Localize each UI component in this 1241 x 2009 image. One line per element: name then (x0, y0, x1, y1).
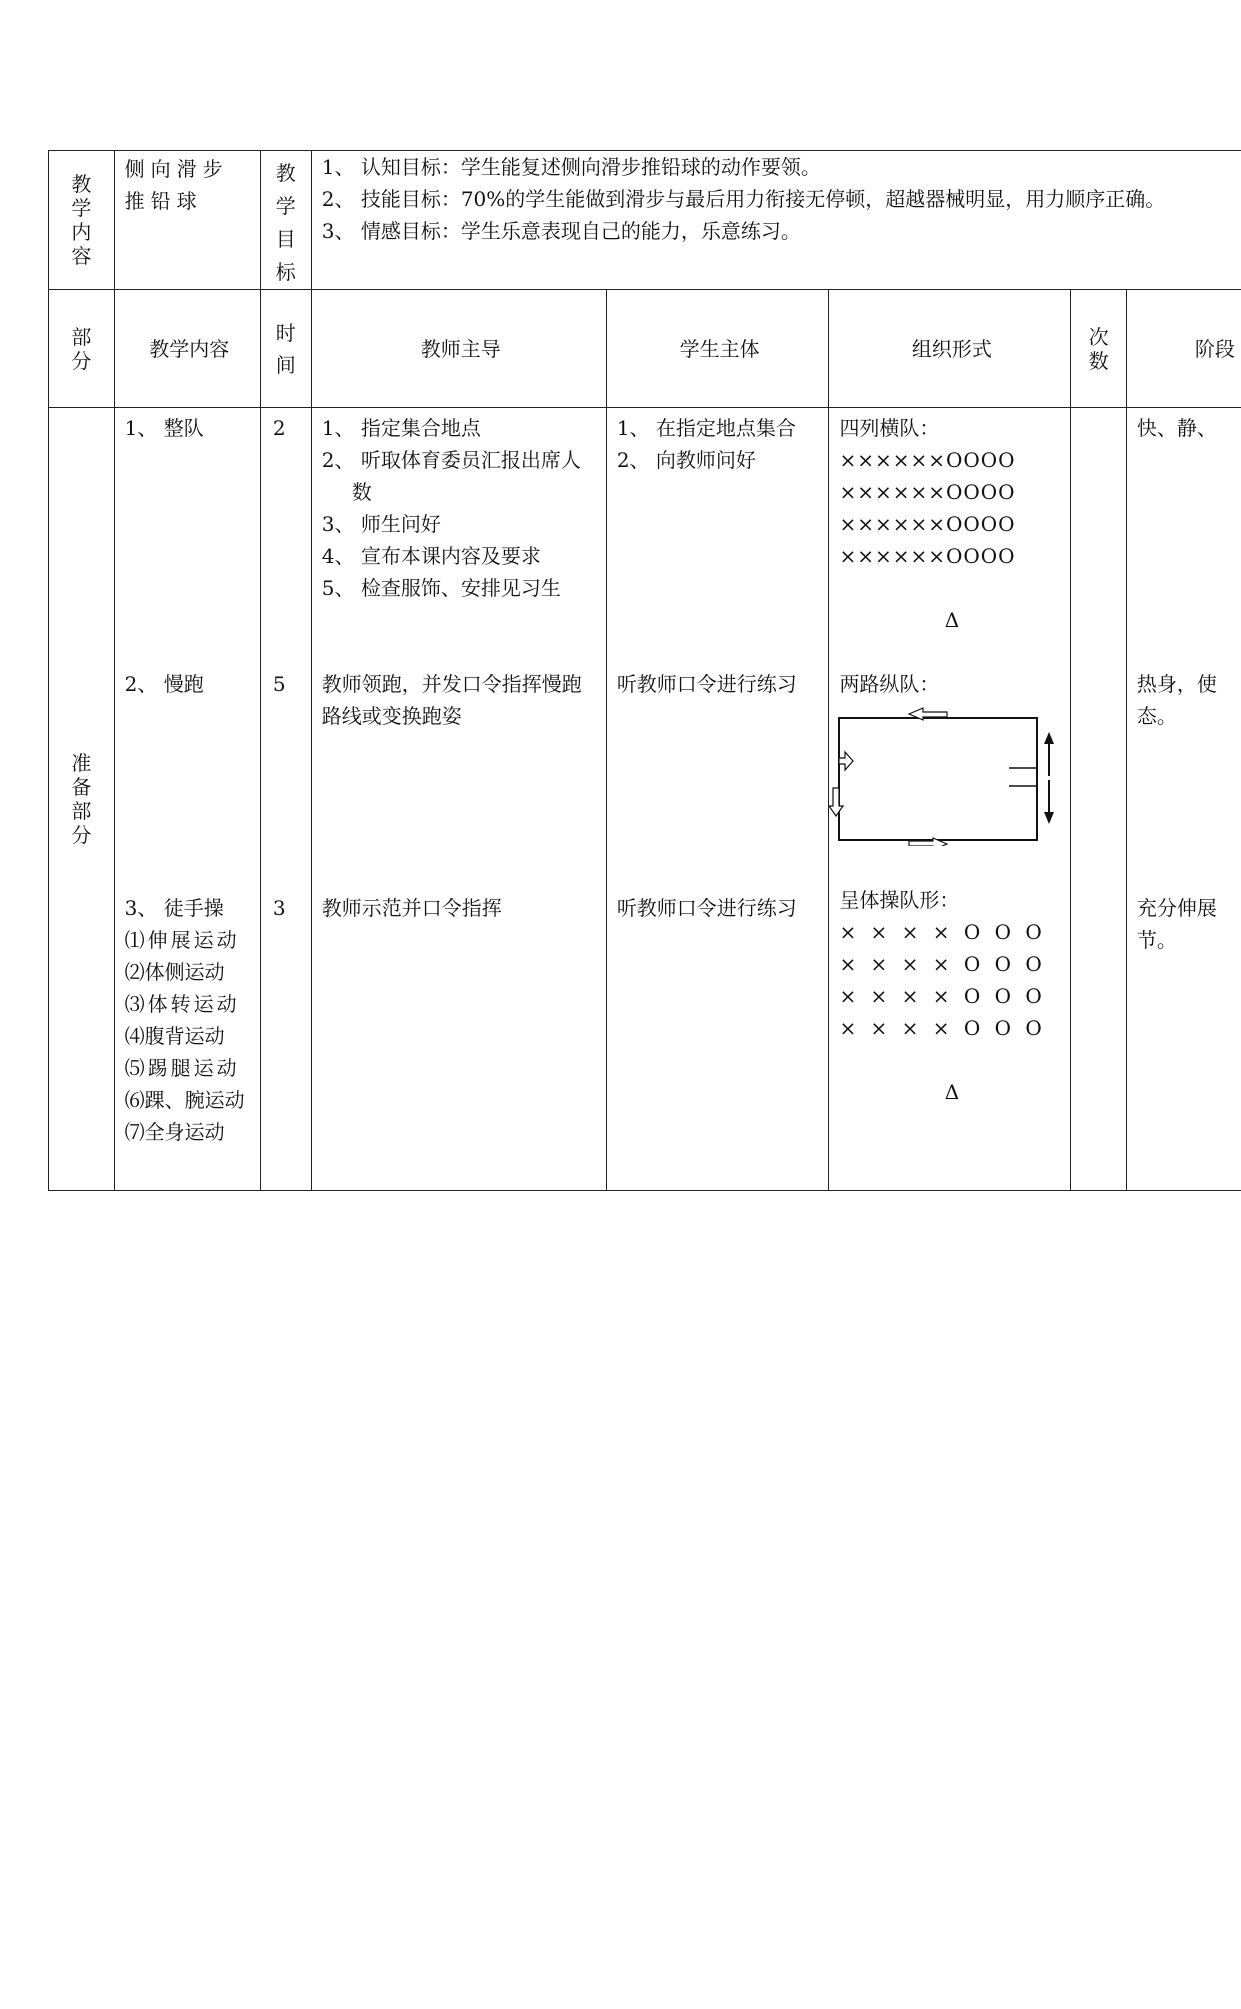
org-title-jog: 两路纵队： (839, 672, 940, 696)
col-time: 时间 (260, 290, 311, 408)
sub-stretch: ⑴伸展运动 (124, 928, 240, 952)
content-column (114, 408, 260, 1191)
running-route-diagram (829, 706, 1061, 846)
sub-twist: ⑶体转运动 (124, 992, 240, 1016)
sub-whole: ⑺全身运动 (124, 1120, 225, 1144)
formation2-row-1: × × × × O O O (839, 920, 1042, 944)
student-exercise: 听教师口令进行练习 (616, 896, 797, 920)
col-teacher: 教师主导 (311, 290, 606, 408)
teacher-column (311, 408, 606, 1191)
teacher-step-2: 2、 听取体育委员汇报出席人数 (321, 448, 581, 504)
formation-row-2: ××××××OOOO (839, 480, 1016, 504)
stage-exercise-1: 充分伸展 (1136, 896, 1217, 920)
header-row (49, 151, 1241, 290)
arrow-up-icon (1044, 732, 1054, 776)
item-exercise: 3、 徒手操 (124, 896, 224, 920)
teacher-step-4: 4、 宣布本课内容及要求 (321, 544, 541, 568)
sub-ankle: ⑹踝、腕运动 (124, 1088, 245, 1112)
time-column (260, 408, 311, 1191)
item-jog: 2、 慢跑 (124, 672, 204, 696)
section-name: 准备部分 (49, 408, 115, 1191)
stage-exercise-2: 节。 (1136, 928, 1177, 952)
formation-row-4: ××××××OOOO (839, 544, 1016, 568)
column-header-row (49, 290, 1241, 408)
sub-side: ⑵体侧运动 (124, 960, 225, 984)
col-stage: 阶段 (1126, 290, 1241, 408)
org-title-exercise: 呈体操队形： (839, 888, 960, 912)
stage-jog-2: 态。 (1136, 704, 1177, 728)
col-student: 学生主体 (606, 290, 829, 408)
content-cell: 侧向滑步推铅球 (114, 151, 260, 290)
teacher-marker-2: Δ (944, 1080, 960, 1104)
col-organization: 组织形式 (829, 290, 1071, 408)
goal-skill: 2、 技能目标：70%的学生能做到滑步与最后用力衔接无停顿，超越器械明显，用力顺序正确。 (321, 187, 1166, 211)
time-exercise: 3 (272, 896, 286, 920)
organization-column (829, 408, 1071, 1191)
student-step-2: 2、 向教师问好 (616, 448, 756, 472)
goal-cognitive: 1、 认知目标：学生能复述侧向滑步推铅球的动作要领。 (321, 155, 821, 179)
student-step-1: 1、 在指定地点集合 (616, 416, 796, 440)
org-title-line-up: 四列横队： (839, 416, 940, 440)
teacher-exercise: 教师示范并口令指挥 (321, 896, 502, 920)
teacher-step-3: 3、 师生问好 (321, 512, 441, 536)
teacher-step-1: 1、 指定集合地点 (321, 416, 481, 440)
col-count: 次数 (1071, 290, 1127, 408)
count-column (1071, 408, 1127, 1191)
formation2-row-2: × × × × O O O (839, 952, 1042, 976)
col-content: 教学内容 (114, 290, 260, 408)
time-jog: 5 (272, 672, 286, 696)
stage-jog-1: 热身，使 (1136, 672, 1217, 696)
label-content: 教学内容 (49, 151, 115, 290)
lesson-plan-table (48, 150, 1241, 1191)
sub-kick: ⑸踢腿运动 (124, 1056, 240, 1080)
formation-row-3: ××××××OOOO (839, 512, 1016, 536)
teacher-step-5: 5、 检查服饰、安排见习生 (321, 576, 561, 600)
col-part: 部分 (49, 290, 115, 408)
sub-abdomen: ⑷腹背运动 (124, 1024, 225, 1048)
teacher-marker-1: Δ (944, 608, 960, 632)
stage-line-up: 快、静、 (1136, 416, 1217, 440)
time-line-up: 2 (272, 416, 286, 440)
route-rect (839, 718, 1037, 840)
arrow-down-solid-icon (1044, 780, 1054, 824)
formation-row-1: ××××××OOOO (839, 448, 1016, 472)
student-column (606, 408, 829, 1191)
formation2-row-3: × × × × O O O (839, 984, 1042, 1008)
item-line-up: 1、 整队 (124, 416, 204, 440)
label-goals: 教学目标 (260, 151, 311, 290)
goal-affective: 3、 情感目标：学生乐意表现自己的能力，乐意练习。 (321, 219, 801, 243)
teacher-jog: 教师领跑，并发口令指挥慢跑路线或变换跑姿 (321, 672, 582, 728)
student-jog: 听教师口令进行练习 (616, 672, 797, 696)
goals-cell (311, 151, 1241, 290)
arrow-down-icon (829, 788, 843, 816)
formation2-row-4: × × × × O O O (839, 1016, 1042, 1040)
arrow-side-right-icon (839, 752, 853, 770)
stage-column (1126, 408, 1241, 1191)
preparation-row (49, 408, 1241, 1191)
